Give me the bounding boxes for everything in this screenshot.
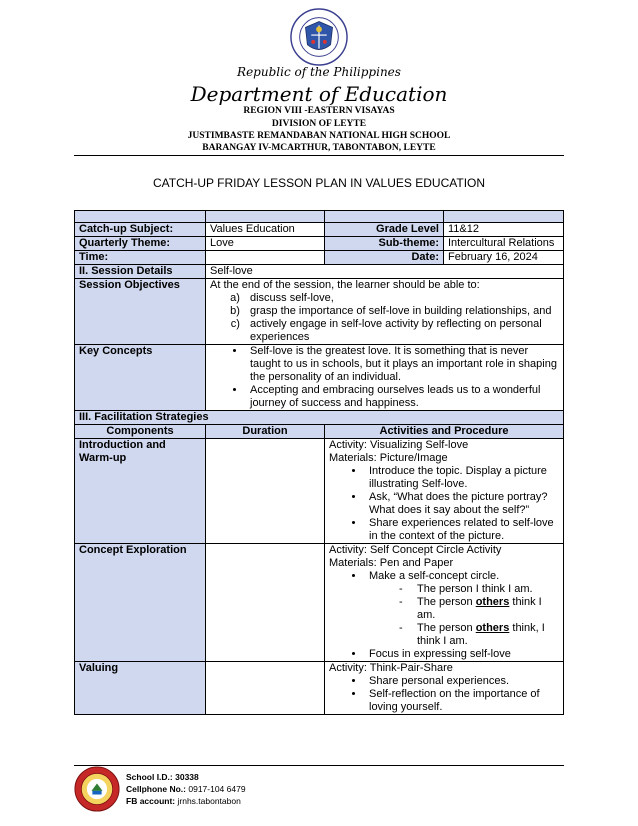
school-id-line	[126, 771, 246, 783]
intro-step: • Ask, “What does the picture portray? What does it say about the self?”	[365, 491, 559, 517]
key-concepts-label: Key Concepts	[75, 345, 206, 411]
session-details-label: II. Session Details	[75, 265, 206, 279]
fb-line	[126, 795, 246, 807]
concept-activity: Activity: Self Concept Circle Activity	[329, 544, 502, 556]
valuing-activities	[325, 662, 564, 715]
facilitation-label: III. Facilitation Strategies	[75, 411, 564, 425]
time-label: Time:	[75, 251, 206, 265]
intro-step: • Introduce the topic. Display a picture illustrating Self-love.	[365, 465, 559, 491]
substep-text: The person	[417, 622, 476, 634]
date-value: February 16, 2024	[444, 251, 564, 265]
valuing-step: • Share personal experiences.	[365, 675, 559, 688]
objectives-label: Session Objectives	[75, 279, 206, 345]
col-activities: Activities and Procedure	[325, 425, 564, 439]
valuing-duration	[206, 662, 325, 715]
intro-activity: Activity: Visualizing Self-love	[329, 439, 469, 451]
concept-step: • Focus in expressing self-love	[365, 648, 559, 661]
grade-value: 11&12	[444, 223, 564, 237]
table-header-spacer	[75, 211, 564, 223]
region-line: REGION VIII -EASTERN VISAYAS	[243, 106, 395, 116]
concept-substep	[399, 596, 559, 622]
column-header-row	[75, 425, 564, 439]
intro-duration	[206, 439, 325, 544]
concept-substep	[399, 622, 559, 648]
substep-text: The person	[417, 596, 476, 608]
substep-emphasis: others	[475, 622, 510, 634]
cellphone-value: 0917-104 6479	[188, 784, 246, 794]
school-id-label: School I.D.:	[126, 772, 173, 782]
cellphone-line	[126, 783, 246, 795]
intro-activities	[325, 439, 564, 544]
concept-duration	[206, 544, 325, 662]
republic-line: Republic of the Philippines	[237, 65, 401, 79]
valuing-label: Valuing	[75, 662, 206, 715]
theme-row	[75, 237, 564, 251]
objectives-list	[210, 292, 559, 344]
objectives-intro: At the end of the session, the learner should be able to:	[210, 279, 480, 291]
subtheme-label: Sub-theme:	[325, 237, 444, 251]
intro-step: • Share experiences related to self-love in the context of the picture.	[365, 517, 559, 543]
valuing-step: • Self-reflection on the importance of loving yourself.	[365, 688, 559, 714]
substep-emphasis: others	[475, 596, 510, 608]
concept-activities	[325, 544, 564, 662]
subject-row	[75, 223, 564, 237]
fb-label: FB account:	[126, 796, 176, 806]
concept-step-text: Make a self-concept circle.	[369, 570, 500, 582]
session-details-value: Self-love	[206, 265, 564, 279]
school-line: JUSTIMBASTE REMANDABAN NATIONAL HIGH SCHOOL	[187, 131, 451, 141]
lesson-plan-table	[74, 210, 564, 715]
key-concepts-cell	[206, 345, 564, 411]
concept-steps	[329, 570, 559, 661]
date-label: Date:	[325, 251, 444, 265]
objective-item: a. discuss self-love,	[246, 292, 559, 305]
substep-text: think I am.	[417, 596, 542, 621]
key-concept-item: • Accepting and embracing ourselves leads us to a wonderful journey of success and happiness.	[246, 384, 559, 410]
concept-step	[365, 570, 559, 648]
key-concept-item: • Self-love is the greatest love. It is something that is never taught to us in schools, but it plays an important role in shaping the personality of an individual.	[246, 345, 559, 384]
theme-value: Love	[206, 237, 325, 251]
key-concepts-list	[210, 345, 559, 410]
substep-text: think, I think I am.	[417, 622, 545, 647]
subtheme-value: Intercultural Relations	[444, 237, 564, 251]
intro-label: Introduction and Warm-up	[75, 439, 206, 544]
concept-label: Concept Exploration	[75, 544, 206, 662]
valuing-row	[75, 662, 564, 715]
division-line: DIVISION OF LEYTE	[271, 119, 367, 129]
concept-substeps	[369, 583, 559, 648]
facilitation-row	[75, 411, 564, 425]
fb-value: jrnhs.tabontabon	[177, 796, 241, 806]
subject-label: Catch-up Subject:	[75, 223, 206, 237]
objective-item: c. actively engage in self-love activity by reflecting on personal experiences	[246, 318, 559, 344]
objectives-cell	[206, 279, 564, 345]
valuing-activity: Activity: Think-Pair-Share	[329, 662, 453, 674]
department-name: Department of Education	[190, 82, 448, 106]
valuing-steps	[329, 675, 559, 714]
intro-materials: Materials: Picture/Image	[329, 452, 448, 464]
deped-seal	[290, 8, 348, 66]
session-details-row	[75, 265, 564, 279]
grade-label: Grade Level	[325, 223, 444, 237]
school-logo	[74, 766, 120, 812]
time-row	[75, 251, 564, 265]
objectives-row	[75, 279, 564, 345]
objective-item: b. grasp the importance of self-love in building relationships, and	[246, 305, 559, 318]
intro-steps	[329, 465, 559, 543]
concept-row	[75, 544, 564, 662]
address-line: BARANGAY IV-MCARTHUR, TABONTABON, LEYTE	[202, 143, 436, 153]
subject-value: Values Education	[206, 223, 325, 237]
intro-row	[75, 439, 564, 544]
col-duration: Duration	[206, 425, 325, 439]
footer-divider	[74, 765, 564, 766]
time-value	[206, 251, 325, 265]
concept-substep: - The person I think I am.	[399, 583, 559, 596]
key-concepts-row	[75, 345, 564, 411]
footer-contact	[126, 771, 246, 807]
col-components: Components	[75, 425, 206, 439]
school-id-value: 30338	[175, 772, 199, 782]
concept-materials: Materials: Pen and Paper	[329, 557, 454, 569]
document-title: CATCH-UP FRIDAY LESSON PLAN IN VALUES EDUCATION	[152, 176, 486, 190]
header-divider	[74, 155, 564, 156]
theme-label: Quarterly Theme:	[75, 237, 206, 251]
cellphone-label: Cellphone No.:	[126, 784, 186, 794]
